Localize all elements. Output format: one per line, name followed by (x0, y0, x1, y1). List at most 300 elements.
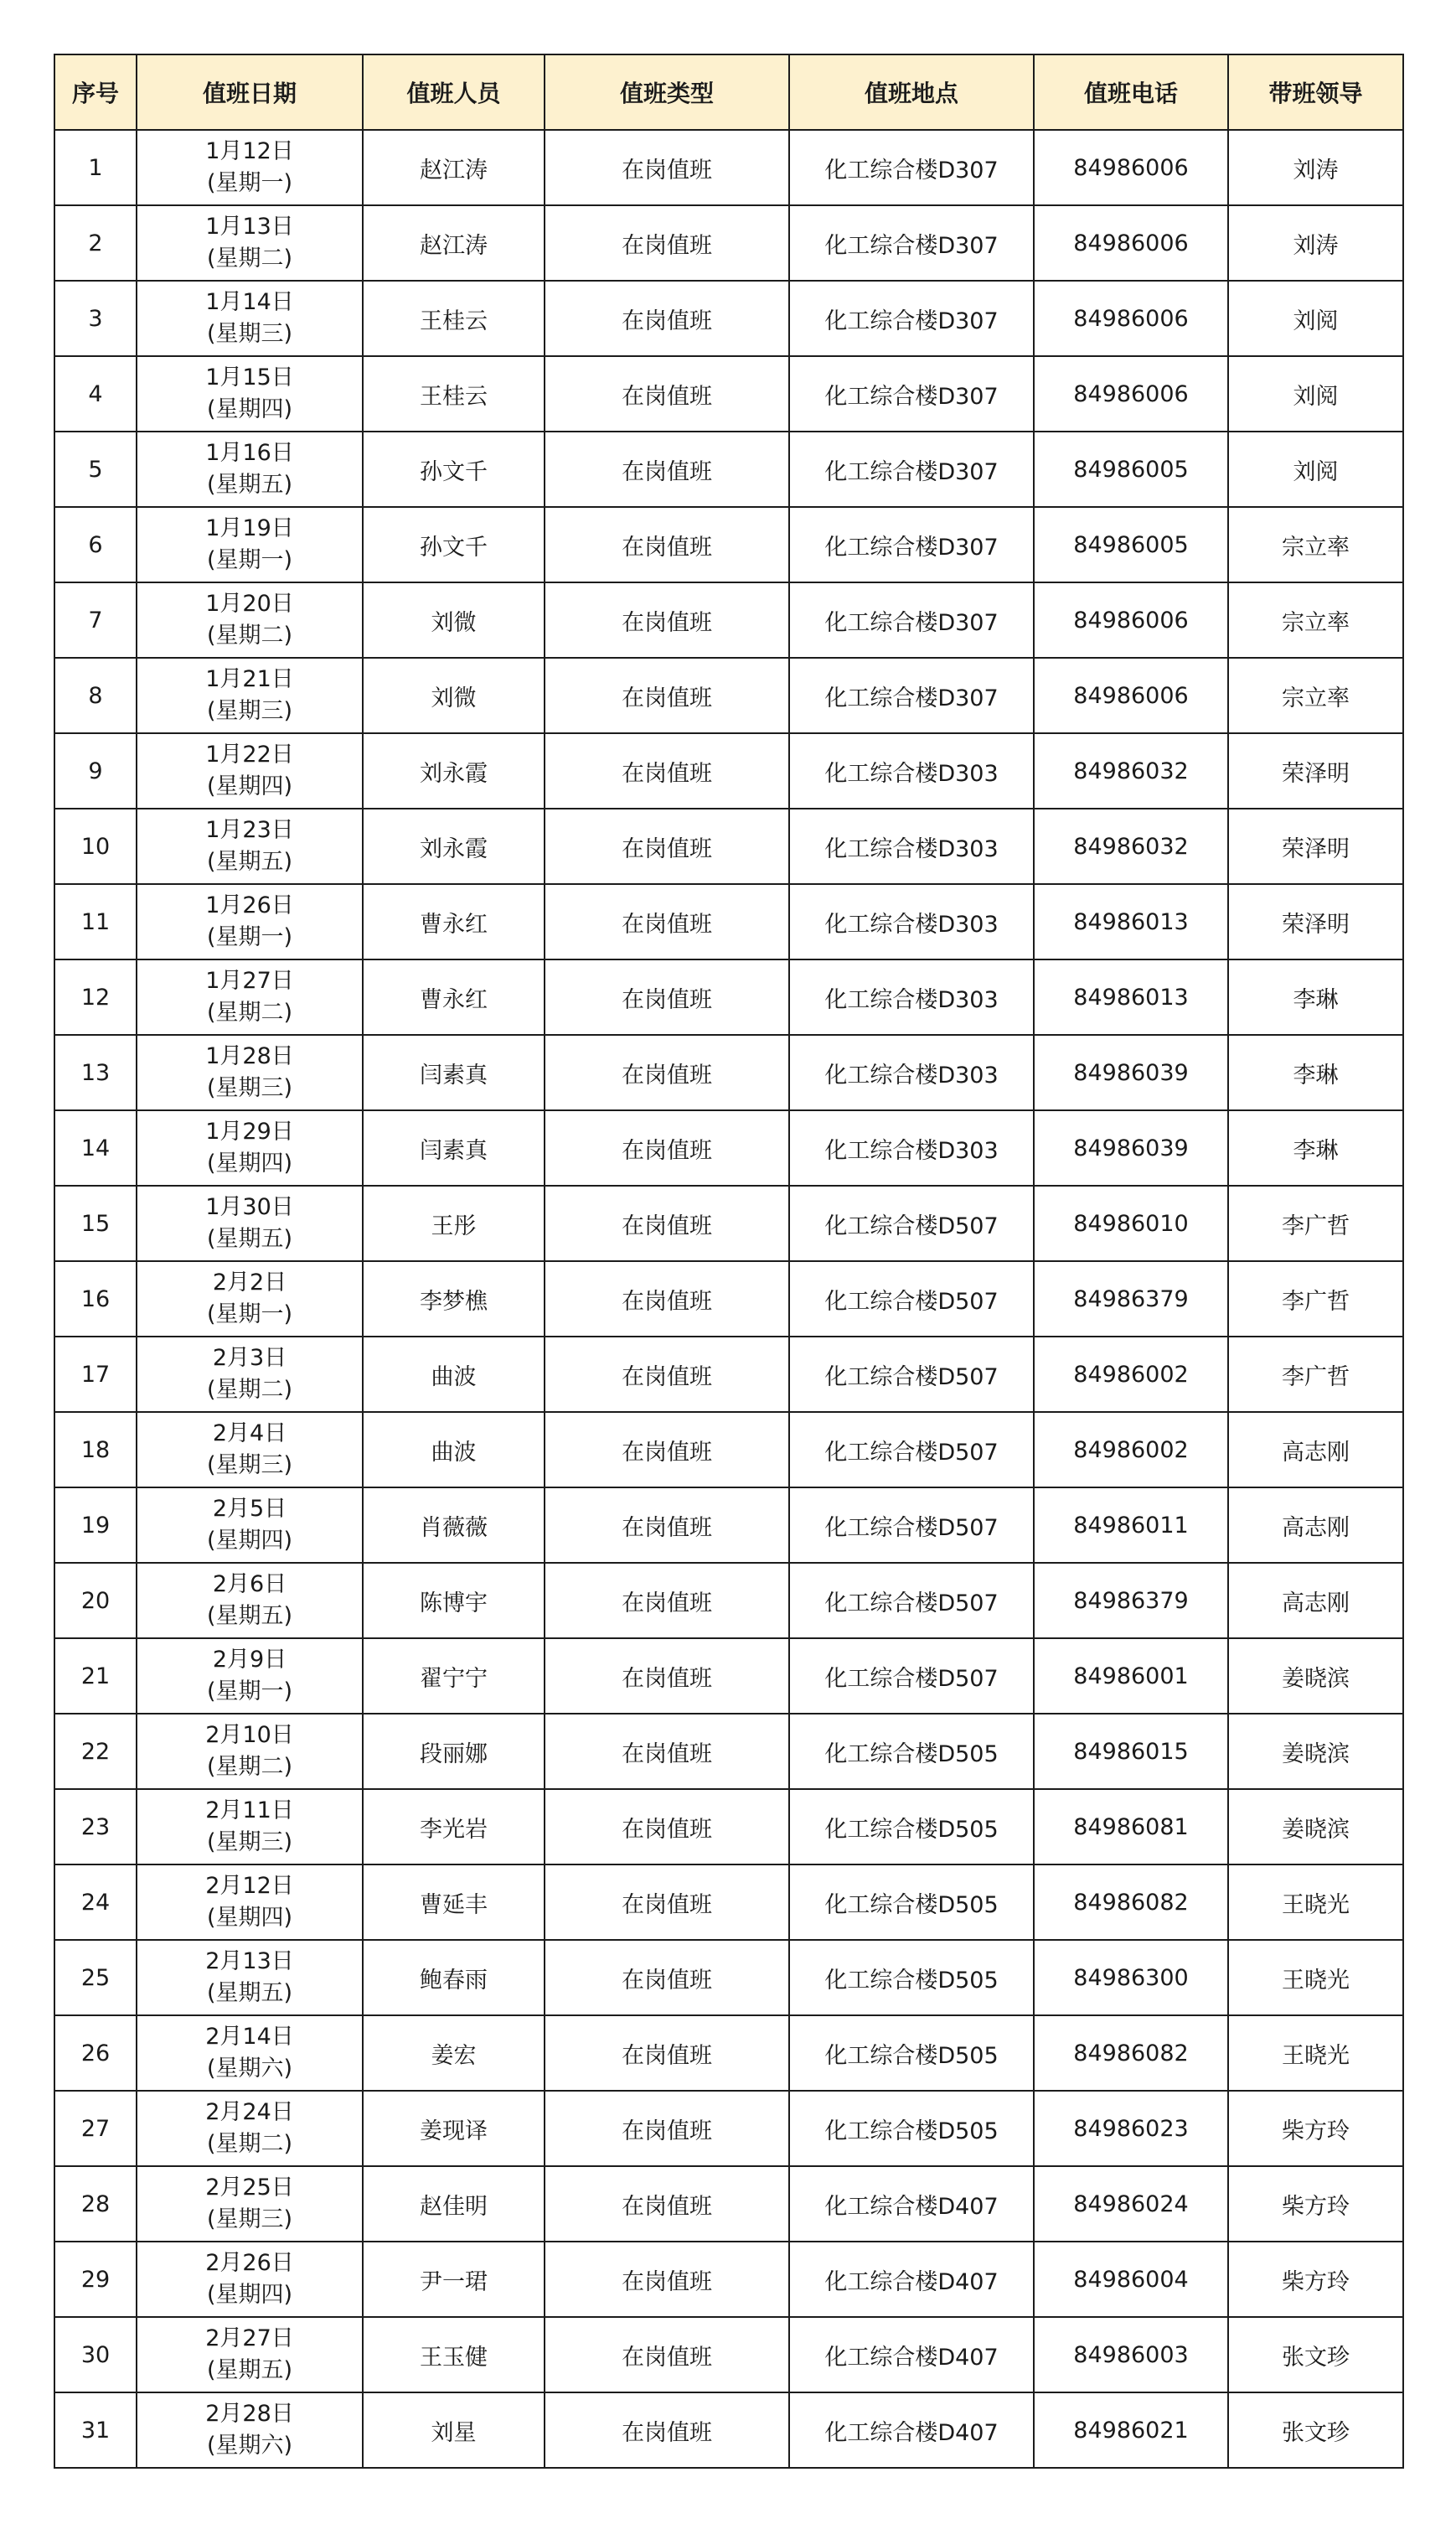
date-day: 1月16日 (205, 440, 294, 466)
cell-type: 在岗值班 (545, 1261, 789, 1337)
cell-location: 化工综合楼D307 (789, 130, 1034, 205)
cell-date (137, 809, 363, 884)
cell-location: 化工综合楼D303 (789, 809, 1034, 884)
cell-no: 20 (54, 1563, 137, 1638)
table-row (54, 658, 1403, 733)
cell-phone: 84986004 (1034, 2242, 1228, 2317)
cell-phone: 84986015 (1034, 1714, 1228, 1789)
cell-date (137, 2317, 363, 2392)
cell-phone: 84986032 (1034, 733, 1228, 809)
cell-person: 曹永红 (363, 884, 545, 959)
date-day: 1月19日 (205, 515, 294, 541)
cell-type: 在岗值班 (545, 1186, 789, 1261)
cell-location: 化工综合楼D307 (789, 356, 1034, 432)
table-row (54, 884, 1403, 959)
cell-location: 化工综合楼D507 (789, 1563, 1034, 1638)
cell-date (137, 1789, 363, 1864)
date-day: 1月28日 (205, 1043, 294, 1069)
date-day: 2月6日 (212, 1571, 287, 1597)
cell-type: 在岗值班 (545, 1035, 789, 1110)
cell-location: 化工综合楼D505 (789, 1789, 1034, 1864)
cell-phone: 84986379 (1034, 1261, 1228, 1337)
cell-phone: 84986081 (1034, 1789, 1228, 1864)
date-weekday: (星期二) (206, 1754, 293, 1780)
cell-no: 31 (54, 2392, 137, 2468)
table-row (54, 2392, 1403, 2468)
cell-location: 化工综合楼D303 (789, 1035, 1034, 1110)
cell-location: 化工综合楼D303 (789, 1110, 1034, 1186)
cell-location: 化工综合楼D507 (789, 1337, 1034, 1412)
cell-type: 在岗值班 (545, 205, 789, 281)
date-weekday: (星期一) (206, 1678, 293, 1704)
cell-location: 化工综合楼D407 (789, 2166, 1034, 2242)
cell-person: 刘星 (363, 2392, 545, 2468)
table-row (54, 809, 1403, 884)
cell-phone: 84986002 (1034, 1412, 1228, 1487)
table-row (54, 1940, 1403, 2015)
cell-date (137, 1714, 363, 1789)
cell-leader: 刘阅 (1228, 356, 1403, 432)
date-weekday: (星期五) (206, 1980, 293, 2006)
header-date: 值班日期 (137, 54, 363, 130)
cell-no: 24 (54, 1864, 137, 1940)
cell-phone: 84986300 (1034, 1940, 1228, 2015)
cell-leader: 姜晓滨 (1228, 1789, 1403, 1864)
cell-type: 在岗值班 (545, 2242, 789, 2317)
cell-location: 化工综合楼D505 (789, 1714, 1034, 1789)
cell-leader: 李广哲 (1228, 1261, 1403, 1337)
cell-type: 在岗值班 (545, 582, 789, 658)
cell-no: 7 (54, 582, 137, 658)
date-day: 1月27日 (205, 968, 294, 994)
date-day: 1月30日 (205, 1194, 294, 1220)
date-day: 1月29日 (205, 1119, 294, 1145)
cell-date (137, 130, 363, 205)
cell-date (137, 658, 363, 733)
date-day: 1月13日 (205, 214, 294, 240)
date-weekday: (星期四) (206, 1151, 293, 1177)
cell-location: 化工综合楼D505 (789, 1864, 1034, 1940)
cell-person: 曲波 (363, 1337, 545, 1412)
cell-phone: 84986032 (1034, 809, 1228, 884)
date-day: 2月27日 (205, 2325, 294, 2351)
cell-type: 在岗值班 (545, 2392, 789, 2468)
cell-location: 化工综合楼D507 (789, 1261, 1034, 1337)
cell-no: 2 (54, 205, 137, 281)
cell-phone: 84986082 (1034, 1864, 1228, 1940)
cell-person: 刘永霞 (363, 733, 545, 809)
table-row (54, 1563, 1403, 1638)
date-weekday: (星期六) (206, 2056, 293, 2082)
date-weekday: (星期一) (206, 547, 293, 573)
table-row (54, 1487, 1403, 1563)
cell-person: 闫素真 (363, 1110, 545, 1186)
date-day: 1月15日 (205, 365, 294, 390)
cell-type: 在岗值班 (545, 884, 789, 959)
table-row (54, 2242, 1403, 2317)
cell-phone: 84986005 (1034, 432, 1228, 507)
cell-no: 8 (54, 658, 137, 733)
table-row (54, 1035, 1403, 1110)
cell-type: 在岗值班 (545, 507, 789, 582)
cell-phone: 84986021 (1034, 2392, 1228, 2468)
date-day: 2月9日 (212, 1647, 287, 1673)
cell-phone: 84986003 (1034, 2317, 1228, 2392)
cell-date (137, 582, 363, 658)
cell-leader: 张文珍 (1228, 2392, 1403, 2468)
date-weekday: (星期四) (206, 2282, 293, 2308)
cell-no: 26 (54, 2015, 137, 2091)
duty-table (54, 54, 1404, 2469)
date-day: 2月3日 (212, 1345, 287, 1371)
cell-person: 刘微 (363, 582, 545, 658)
cell-leader: 高志刚 (1228, 1563, 1403, 1638)
cell-leader: 宗立率 (1228, 658, 1403, 733)
cell-person: 李光岩 (363, 1789, 545, 1864)
cell-location: 化工综合楼D307 (789, 658, 1034, 733)
cell-date (137, 959, 363, 1035)
cell-phone: 84986006 (1034, 281, 1228, 356)
cell-phone: 84986006 (1034, 582, 1228, 658)
cell-location: 化工综合楼D507 (789, 1412, 1034, 1487)
header-person: 值班人员 (363, 54, 545, 130)
header-phone: 值班电话 (1034, 54, 1228, 130)
cell-date (137, 281, 363, 356)
table-row (54, 582, 1403, 658)
cell-no: 6 (54, 507, 137, 582)
cell-type: 在岗值班 (545, 1714, 789, 1789)
cell-location: 化工综合楼D507 (789, 1638, 1034, 1714)
cell-person: 曹永红 (363, 959, 545, 1035)
cell-no: 19 (54, 1487, 137, 1563)
table-row (54, 1864, 1403, 1940)
cell-type: 在岗值班 (545, 1789, 789, 1864)
cell-no: 16 (54, 1261, 137, 1337)
cell-location: 化工综合楼D303 (789, 733, 1034, 809)
table-row (54, 2091, 1403, 2166)
cell-date (137, 1940, 363, 2015)
cell-type: 在岗值班 (545, 733, 789, 809)
cell-date (137, 1487, 363, 1563)
duty-schedule (54, 54, 1402, 2469)
cell-date (137, 2242, 363, 2317)
cell-leader: 李广哲 (1228, 1186, 1403, 1261)
cell-person: 刘永霞 (363, 809, 545, 884)
cell-person: 赵江涛 (363, 205, 545, 281)
cell-no: 21 (54, 1638, 137, 1714)
cell-type: 在岗值班 (545, 1940, 789, 2015)
cell-date (137, 356, 363, 432)
cell-no: 15 (54, 1186, 137, 1261)
cell-type: 在岗值班 (545, 809, 789, 884)
date-weekday: (星期六) (206, 2433, 293, 2459)
cell-location: 化工综合楼D505 (789, 2015, 1034, 2091)
date-weekday: (星期一) (206, 1301, 293, 1327)
date-day: 2月11日 (205, 1797, 294, 1823)
cell-date (137, 884, 363, 959)
date-day: 1月21日 (205, 666, 294, 692)
date-weekday: (星期四) (206, 1905, 293, 1931)
cell-phone: 84986006 (1034, 356, 1228, 432)
cell-phone: 84986006 (1034, 130, 1228, 205)
cell-leader: 李琳 (1228, 1110, 1403, 1186)
cell-person: 闫素真 (363, 1035, 545, 1110)
cell-leader: 荣泽明 (1228, 809, 1403, 884)
cell-type: 在岗值班 (545, 1563, 789, 1638)
cell-leader: 王晓光 (1228, 1864, 1403, 1940)
cell-person: 翟宁宁 (363, 1638, 545, 1714)
cell-location: 化工综合楼D505 (789, 1940, 1034, 2015)
cell-location: 化工综合楼D505 (789, 2091, 1034, 2166)
cell-type: 在岗值班 (545, 1412, 789, 1487)
cell-leader: 荣泽明 (1228, 884, 1403, 959)
header-row (54, 54, 1403, 130)
date-weekday: (星期三) (206, 1075, 293, 1101)
table-row (54, 205, 1403, 281)
cell-person: 王桂云 (363, 281, 545, 356)
cell-person: 曲波 (363, 1412, 545, 1487)
cell-person: 肖薇薇 (363, 1487, 545, 1563)
cell-person: 王桂云 (363, 356, 545, 432)
cell-type: 在岗值班 (545, 1110, 789, 1186)
date-day: 2月24日 (205, 2099, 294, 2125)
cell-date (137, 2166, 363, 2242)
date-weekday: (星期一) (206, 170, 293, 196)
table-row (54, 1412, 1403, 1487)
cell-date (137, 507, 363, 582)
table-row (54, 507, 1403, 582)
cell-person: 孙文千 (363, 507, 545, 582)
cell-location: 化工综合楼D407 (789, 2392, 1034, 2468)
date-weekday: (星期二) (206, 1000, 293, 1026)
date-day: 2月2日 (212, 1270, 287, 1296)
cell-date (137, 432, 363, 507)
cell-person: 赵江涛 (363, 130, 545, 205)
cell-phone: 84986002 (1034, 1337, 1228, 1412)
table-row (54, 2166, 1403, 2242)
date-weekday: (星期二) (206, 2131, 293, 2157)
cell-type: 在岗值班 (545, 2166, 789, 2242)
table-row (54, 1337, 1403, 1412)
date-day: 1月26日 (205, 892, 294, 918)
cell-no: 3 (54, 281, 137, 356)
cell-location: 化工综合楼D407 (789, 2317, 1034, 2392)
table-row (54, 130, 1403, 205)
date-weekday: (星期五) (206, 1603, 293, 1629)
cell-date (137, 2015, 363, 2091)
cell-date (137, 2392, 363, 2468)
date-day: 2月13日 (205, 1948, 294, 1974)
date-day: 2月25日 (205, 2175, 294, 2201)
table-row (54, 1261, 1403, 1337)
cell-person: 陈博宇 (363, 1563, 545, 1638)
cell-person: 尹一珺 (363, 2242, 545, 2317)
date-day: 1月12日 (205, 138, 294, 164)
date-weekday: (星期三) (206, 321, 293, 347)
cell-type: 在岗值班 (545, 2015, 789, 2091)
cell-type: 在岗值班 (545, 959, 789, 1035)
cell-location: 化工综合楼D507 (789, 1487, 1034, 1563)
cell-no: 22 (54, 1714, 137, 1789)
date-day: 1月23日 (205, 817, 294, 843)
date-day: 2月26日 (205, 2250, 294, 2276)
header-no: 序号 (54, 54, 137, 130)
cell-no: 25 (54, 1940, 137, 2015)
table-row (54, 1110, 1403, 1186)
cell-type: 在岗值班 (545, 1864, 789, 1940)
cell-phone: 84986010 (1034, 1186, 1228, 1261)
cell-phone: 84986082 (1034, 2015, 1228, 2091)
cell-leader: 李琳 (1228, 1035, 1403, 1110)
date-day: 2月4日 (212, 1420, 287, 1446)
cell-person: 赵佳明 (363, 2166, 545, 2242)
cell-leader: 姜晓滨 (1228, 1714, 1403, 1789)
cell-no: 28 (54, 2166, 137, 2242)
cell-type: 在岗值班 (545, 130, 789, 205)
header-leader: 带班领导 (1228, 54, 1403, 130)
cell-no: 27 (54, 2091, 137, 2166)
date-weekday: (星期四) (206, 396, 293, 422)
cell-location: 化工综合楼D307 (789, 205, 1034, 281)
cell-date (137, 1563, 363, 1638)
cell-date (137, 1864, 363, 1940)
cell-date (137, 2091, 363, 2166)
date-weekday: (星期五) (206, 2357, 293, 2383)
cell-location: 化工综合楼D303 (789, 959, 1034, 1035)
cell-leader: 高志刚 (1228, 1412, 1403, 1487)
cell-date (137, 1412, 363, 1487)
cell-type: 在岗值班 (545, 1638, 789, 1714)
cell-no: 14 (54, 1110, 137, 1186)
cell-leader: 李琳 (1228, 959, 1403, 1035)
date-weekday: (星期五) (206, 472, 293, 498)
date-weekday: (星期三) (206, 2206, 293, 2232)
cell-leader: 王晓光 (1228, 1940, 1403, 2015)
cell-no: 12 (54, 959, 137, 1035)
date-day: 2月12日 (205, 1873, 294, 1899)
cell-no: 29 (54, 2242, 137, 2317)
cell-phone: 84986013 (1034, 884, 1228, 959)
cell-date (137, 1261, 363, 1337)
date-weekday: (星期二) (206, 246, 293, 272)
date-weekday: (星期三) (206, 1452, 293, 1478)
cell-location: 化工综合楼D307 (789, 281, 1034, 356)
cell-type: 在岗值班 (545, 281, 789, 356)
cell-person: 段丽娜 (363, 1714, 545, 1789)
header-type: 值班类型 (545, 54, 789, 130)
table-row (54, 432, 1403, 507)
cell-date (137, 1110, 363, 1186)
cell-type: 在岗值班 (545, 1487, 789, 1563)
cell-leader: 宗立率 (1228, 582, 1403, 658)
cell-leader: 刘涛 (1228, 130, 1403, 205)
cell-leader: 张文珍 (1228, 2317, 1403, 2392)
cell-person: 王彤 (363, 1186, 545, 1261)
table-body (54, 130, 1403, 2468)
cell-type: 在岗值班 (545, 658, 789, 733)
date-weekday: (星期五) (206, 849, 293, 875)
date-day: 1月20日 (205, 591, 294, 617)
cell-no: 23 (54, 1789, 137, 1864)
date-day: 2月14日 (205, 2024, 294, 2050)
cell-location: 化工综合楼D303 (789, 884, 1034, 959)
cell-type: 在岗值班 (545, 356, 789, 432)
cell-location: 化工综合楼D307 (789, 582, 1034, 658)
cell-phone: 84986005 (1034, 507, 1228, 582)
cell-person: 李梦樵 (363, 1261, 545, 1337)
table-row (54, 356, 1403, 432)
cell-leader: 柴方玲 (1228, 2091, 1403, 2166)
date-day: 1月14日 (205, 289, 294, 315)
cell-leader: 宗立率 (1228, 507, 1403, 582)
cell-phone: 84986006 (1034, 658, 1228, 733)
cell-no: 4 (54, 356, 137, 432)
cell-date (137, 205, 363, 281)
date-weekday: (星期三) (206, 1829, 293, 1855)
cell-type: 在岗值班 (545, 2091, 789, 2166)
date-weekday: (星期三) (206, 698, 293, 724)
date-weekday: (星期二) (206, 1377, 293, 1403)
date-weekday: (星期二) (206, 623, 293, 649)
cell-phone: 84986011 (1034, 1487, 1228, 1563)
cell-leader: 李广哲 (1228, 1337, 1403, 1412)
cell-date (137, 733, 363, 809)
cell-leader: 姜晓滨 (1228, 1638, 1403, 1714)
cell-location: 化工综合楼D507 (789, 1186, 1034, 1261)
date-day: 2月28日 (205, 2401, 294, 2427)
cell-phone: 84986379 (1034, 1563, 1228, 1638)
table-row (54, 281, 1403, 356)
cell-no: 30 (54, 2317, 137, 2392)
cell-phone: 84986013 (1034, 959, 1228, 1035)
cell-phone: 84986006 (1034, 205, 1228, 281)
cell-leader: 高志刚 (1228, 1487, 1403, 1563)
cell-phone: 84986001 (1034, 1638, 1228, 1714)
cell-type: 在岗值班 (545, 2317, 789, 2392)
table-row (54, 2317, 1403, 2392)
cell-location: 化工综合楼D307 (789, 507, 1034, 582)
cell-type: 在岗值班 (545, 432, 789, 507)
cell-no: 1 (54, 130, 137, 205)
table-row (54, 1186, 1403, 1261)
cell-no: 18 (54, 1412, 137, 1487)
cell-date (137, 1186, 363, 1261)
table-row (54, 733, 1403, 809)
cell-location: 化工综合楼D407 (789, 2242, 1034, 2317)
cell-phone: 84986039 (1034, 1110, 1228, 1186)
date-weekday: (星期一) (206, 924, 293, 950)
cell-person: 姜宏 (363, 2015, 545, 2091)
date-weekday: (星期五) (206, 1226, 293, 1252)
date-day: 2月5日 (212, 1496, 287, 1522)
date-weekday: (星期四) (206, 773, 293, 799)
cell-leader: 刘阅 (1228, 281, 1403, 356)
cell-no: 10 (54, 809, 137, 884)
cell-no: 9 (54, 733, 137, 809)
cell-date (137, 1337, 363, 1412)
cell-type: 在岗值班 (545, 1337, 789, 1412)
cell-date (137, 1638, 363, 1714)
table-row (54, 1638, 1403, 1714)
cell-date (137, 1035, 363, 1110)
table-row (54, 959, 1403, 1035)
date-day: 1月22日 (205, 742, 294, 768)
table-row (54, 2015, 1403, 2091)
cell-no: 17 (54, 1337, 137, 1412)
cell-person: 姜现译 (363, 2091, 545, 2166)
cell-leader: 刘阅 (1228, 432, 1403, 507)
cell-location: 化工综合楼D307 (789, 432, 1034, 507)
